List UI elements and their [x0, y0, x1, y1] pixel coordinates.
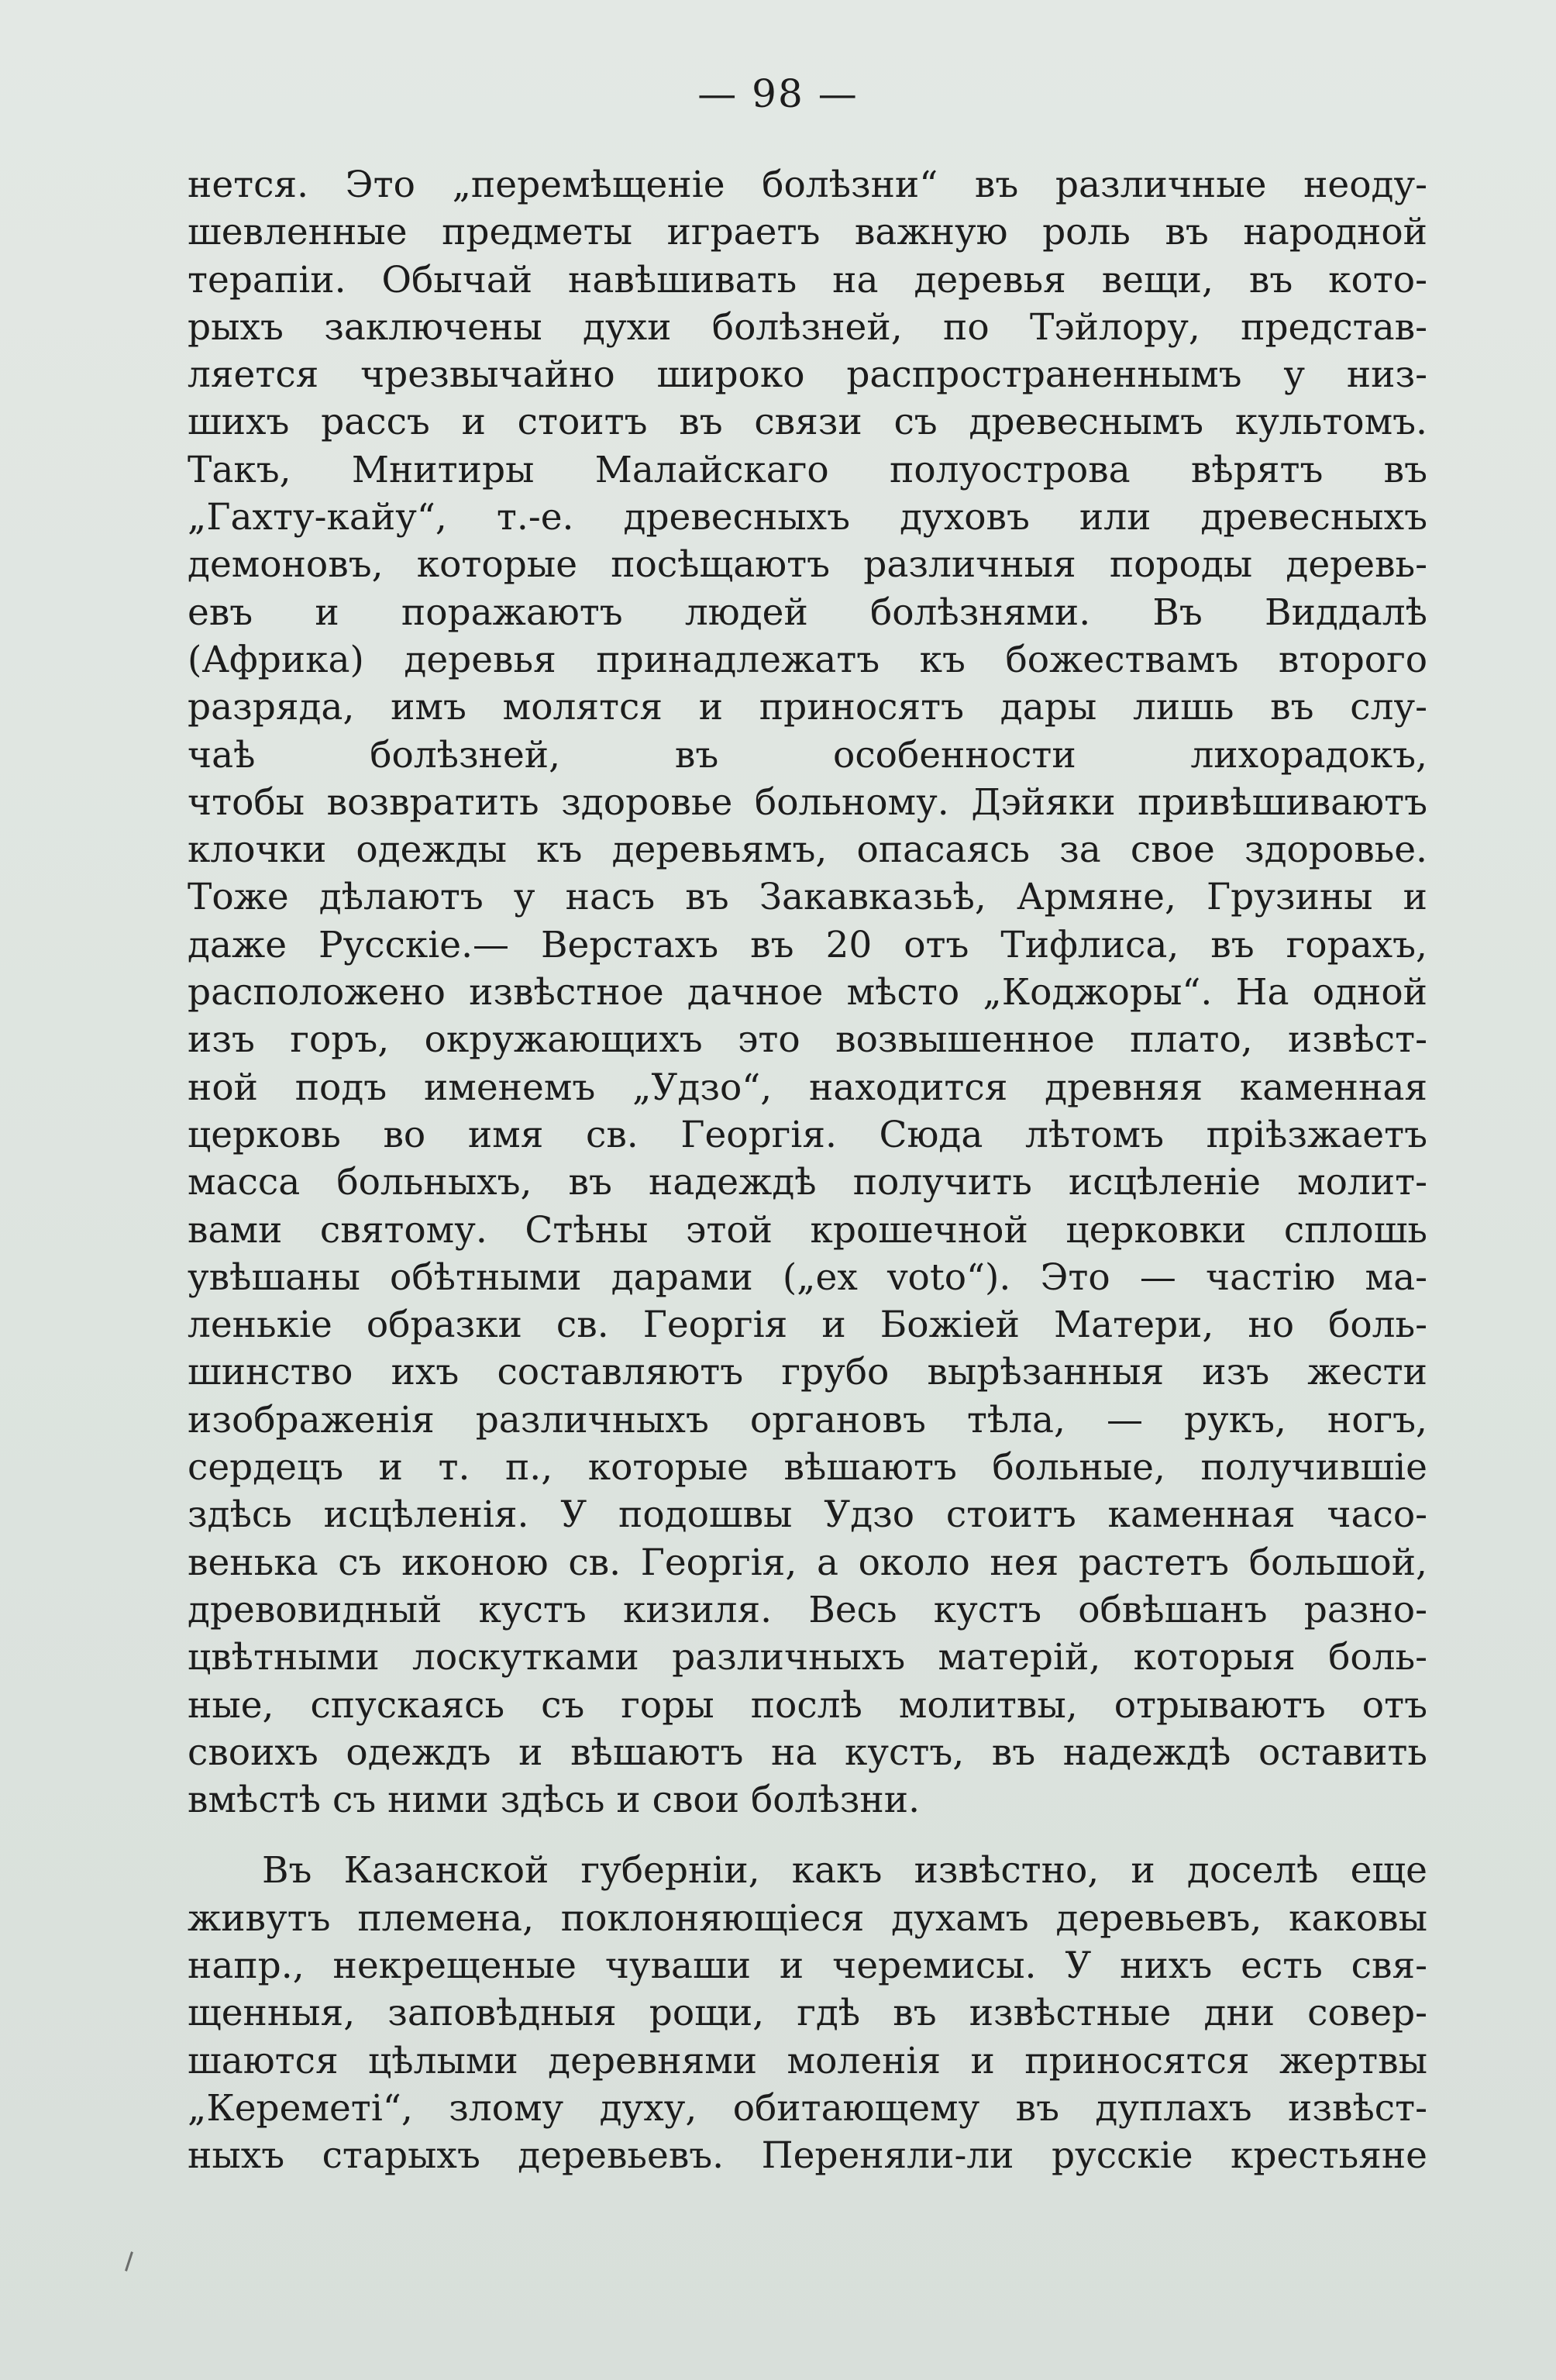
text-line: щенныя, заповѣдныя рощи, гдѣ въ извѣстные дни совер-	[188, 1992, 1427, 2035]
text-line: своихъ одеждъ и вѣшаютъ на кустъ, въ надеждѣ оставить	[188, 1731, 1427, 1774]
text-line: Въ Казанской губерніи, какъ извѣстно, и доселѣ еще	[262, 1849, 1427, 1893]
text-line: ной подъ именемъ „Удзо“, находится древняя каменная	[188, 1066, 1427, 1109]
text-line: шевленные предметы играетъ важную роль въ народной	[188, 211, 1427, 254]
text-line: (Африка) деревья принадлежатъ къ божествамъ второго	[188, 638, 1427, 681]
text-line: венька съ иконою св. Георгія, а около нея растетъ большой,	[188, 1541, 1427, 1584]
text-line: цвѣтными лоскутками различныхъ матерій, которыя боль-	[188, 1636, 1427, 1679]
paragraph-gap	[188, 1824, 1427, 1847]
text-line: Такъ, Мнитиры Малайскаго полуострова вѣрятъ въ	[188, 448, 1427, 491]
text-line: рыхъ заключены духи болѣзней, по Тэйлору, представ-	[188, 305, 1427, 349]
text-line: евъ и поражаютъ людей болѣзнями. Въ Виддалѣ	[188, 591, 1427, 634]
text-line: церковь во имя св. Георгія. Сюда лѣтомъ пріѣзжаетъ	[188, 1113, 1427, 1156]
text-line: вмѣстѣ съ ними здѣсь и свои болѣзни.	[188, 1779, 921, 1822]
paragraph-2	[188, 1847, 1427, 2179]
page-number: — 98 —	[697, 71, 859, 116]
text-line: Тоже дѣлаютъ у насъ въ Закавказьѣ, Армяне, Грузины и	[188, 876, 1427, 919]
text-line: расположено извѣстное дачное мѣсто „Коджоры“. На одной	[188, 971, 1427, 1014]
text-line: чаѣ болѣзней, въ особенности лихорадокъ,	[188, 733, 1427, 777]
text-line: масса больныхъ, въ надеждѣ получить исцѣленіе молит-	[188, 1161, 1427, 1204]
text-line: разряда, имъ молятся и приносятъ дары лишь въ слу-	[188, 686, 1427, 729]
text-line: ленькіе образки св. Георгія и Божіей Матери, но боль-	[188, 1304, 1427, 1347]
text-line: демоновъ, которые посѣщаютъ различныя породы деревь-	[188, 543, 1427, 587]
text-line: „Кереметі“, злому духу, обитающему въ дуплахъ извѣст-	[188, 2086, 1427, 2130]
paragraph-1	[188, 161, 1427, 1824]
text-line: ныхъ старыхъ деревьевъ. Переняли-ли русскіе крестьяне	[188, 2134, 1427, 2178]
text-line: сердецъ и т. п., которые вѣшаютъ больные, получившіе	[188, 1446, 1427, 1490]
text-line: чтобы возвратить здоровье больному. Дэйяки привѣшиваютъ	[188, 780, 1427, 824]
text-line: ные, спускаясь съ горы послѣ молитвы, отрываютъ отъ	[188, 1683, 1427, 1727]
text-line: увѣшаны обѣтными дарами („ex voto“). Это — частію ма-	[188, 1255, 1427, 1299]
text-line: даже Русскіе.— Верстахъ въ 20 отъ Тифлиса, въ горахъ,	[188, 923, 1427, 966]
text-line: древовидный кустъ кизиля. Весь кустъ обвѣшанъ разно-	[188, 1588, 1427, 1631]
body-text	[188, 161, 1427, 2179]
text-line: здѣсь исцѣленія. У подошвы Удзо стоитъ каменная часо-	[188, 1493, 1427, 1537]
text-line: напр., некрещеные чуваши и черемисы. У нихъ есть свя-	[188, 1944, 1427, 1987]
text-line: шаются цѣлыми деревнями моленія и приносятся жертвы	[188, 2039, 1427, 2082]
text-line: „Гахту-кайу“, т.-е. древесныхъ духовъ или древесныхъ	[188, 496, 1427, 539]
text-line: клочки одежды къ деревьямъ, опасаясь за свое здоровье.	[188, 828, 1427, 872]
text-line: живутъ племена, поклоняющіеся духамъ деревьевъ, каковы	[188, 1896, 1427, 1940]
text-line: изъ горъ, окружающихъ это возвышенное плато, извѣст-	[188, 1018, 1427, 1062]
text-line: шихъ рассъ и стоитъ въ связи съ древеснымъ культомъ.	[188, 401, 1427, 444]
text-line: изображенія различныхъ органовъ тѣла, — рукъ, ногъ,	[188, 1398, 1427, 1441]
margin-mark	[125, 2251, 133, 2272]
text-line: вами святому. Стѣны этой крошечной церковки сплошь	[188, 1208, 1427, 1252]
text-line: шинство ихъ составляютъ грубо вырѣзанныя изъ жести	[188, 1351, 1427, 1394]
text-line: терапіи. Обычай навѣшивать на деревья вещи, въ кото-	[188, 258, 1427, 301]
text-line: ляется чрезвычайно широко распространеннымъ у низ-	[188, 353, 1427, 397]
text-line: нется. Это „перемѣщеніе болѣзни“ въ различные неоду-	[188, 164, 1427, 206]
